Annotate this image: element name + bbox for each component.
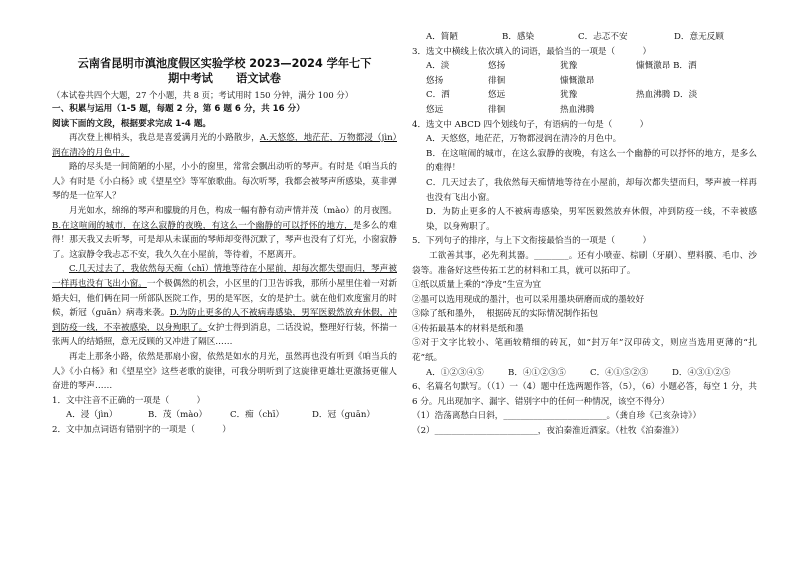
q3-cell: 热血沸腾 D．淡	[636, 90, 698, 101]
q5-item-3: ③除了纸和墨外， 根据砖瓦的实际情况制作拓包	[412, 309, 598, 320]
q3-cell: 犹豫	[560, 90, 578, 101]
q2-option-a[interactable]: A．简陋	[426, 32, 458, 42]
passage-text: 是多么的难得！那天我又去听琴，可是却从未谋面的琴师却变得沉默了，琴声也没有了灯光，小窗寂静了。这寂静令我忐忑不安，我久久在小屋前，等待着，不愿离开。	[52, 220, 397, 260]
q4-option-a[interactable]: A．天悠悠，地茫茫，万物都浸润在清冷的月色中。	[426, 134, 622, 145]
q4-option-d[interactable]: D．为防止更多的人不被病毒感染，男军医毅然放弃休假，冲到防疫一线，不幸被感染，以身殉职了。	[426, 207, 757, 232]
underlined-sentence-c: C.几天过去了，我依然每天痴（chī）情地等待在小屋前，却每次都失望而归，琴声被一样再也没有飞出小窗。	[52, 264, 397, 289]
q3-cell: 慷慨激昂 B．洒	[636, 61, 697, 72]
passage-paragraph-5: 再走上那条小路，依然是那扇小窗，依然是如水的月光，虽然再也没有听到《咱当兵的人》《小白杨》和《望星空》这些老歌的旋律，可我分明听到了这旋律更雄壮更激扬更催人奋进的琴声……	[52, 351, 397, 392]
q3-cell: 徘徊	[488, 75, 506, 86]
q5-item-5: ⑤对于文字比较小、笔画较精细的砖瓦，如“封万年”汉印砖文，则应当选用更薄的“扎花”纸。	[412, 338, 757, 364]
passage-text: 一个极偶然的机会，小区里的门卫告诉我，那所小屋里住着一对新婚夫妇，他们俩在同一所部队医院工作，男的是军医，女的是护士。就在他们欢度蜜月的时候，新冠（guān）病毒来袭。	[52, 278, 397, 319]
passage-paragraph-1	[52, 131, 397, 160]
q2-option-d[interactable]: D．意无反顾	[674, 32, 724, 42]
passage-paragraph-4	[52, 262, 397, 350]
q4-option-b[interactable]: B．在这喧闹的城市，在这么寂静的夜晚，有这么一个幽静的可以抒怀的地方，是多么的难得！	[426, 148, 757, 174]
q5-item-4: ④传拓最基本的材料是纸和墨	[412, 323, 524, 334]
q3-cell: C．洒	[426, 90, 450, 101]
q3-row-4	[412, 103, 757, 118]
section1-heading: 一、积累与运用（1-5 题，每题 2 分，第 6 题 6 分，共 16 分）	[52, 104, 305, 114]
left-column	[52, 0, 397, 437]
q3-cell: 悠远	[426, 104, 444, 115]
q5-option-c[interactable]: C．④①⑤②③	[590, 367, 649, 378]
q3-cell: 慷慨激昂	[560, 75, 595, 86]
q2-option-b[interactable]: B．感染	[502, 32, 535, 42]
right-column	[412, 30, 757, 439]
q6-line-1[interactable]: （1）浩荡离愁白日斜，________________________。（龚自珍《己亥杂诗》）	[412, 411, 702, 422]
underlined-sentence-b: B.在这喧闹的城市，在这么寂静的夜晚，有这么一个幽静的可以抒怀的地方，	[52, 220, 354, 231]
q3-stem: 3．选文中横线上依次填入的词语，最恰当的一项是（ ）	[412, 46, 652, 57]
q3-cell: 徘徊	[488, 104, 506, 115]
q5-item-2: ②墨可以选用现成的墨汁，也可以采用墨块研磨而成的墨较好	[412, 294, 645, 305]
q3-cell: 犹豫	[560, 61, 578, 72]
q3-row-2	[412, 74, 757, 89]
q1-option-c[interactable]: C．痴（chī）	[230, 410, 285, 421]
q5-option-d[interactable]: D．④③①②⑤	[672, 367, 731, 378]
passage-text: 月光如水，绵绵的琴声和朦胧的月色，构成一幅有静有动声情并茂（mào）的月夜图。	[69, 205, 397, 216]
q3-cell: 悠远	[488, 90, 506, 101]
q2-options	[412, 30, 757, 45]
exam-title-line1: 云南省昆明市滇池度假区实验学校 2023—2024 学年七下	[77, 57, 372, 70]
q2-stem: 2．文中加点词语有错别字的一项是（ ）	[52, 424, 231, 435]
q3-cell: 悠扬	[426, 75, 444, 86]
underlined-sentence-a: A.天悠悠，地茫茫，万物都浸（jìn）润在清冷的月色中。	[52, 133, 397, 158]
passage-paragraph-3	[52, 204, 397, 262]
q3-row-1	[412, 59, 757, 74]
reading-instruction: 阅读下面的文段，根据要求完成 1-4 题。	[52, 119, 212, 129]
exam-note: （本试卷共四个大题，27 个小题，共 8 页；考试用时 150 分钟，满分 100 分）	[52, 90, 354, 100]
q5-options	[412, 366, 757, 381]
q1-option-a[interactable]: A．浸（jìn）	[66, 410, 118, 421]
q2-option-c[interactable]: C．忐忑不安	[578, 32, 628, 42]
q5-item-1: ①纸以质量上乘的“净皮”生宣为宜	[412, 280, 542, 291]
q1-option-b[interactable]: B．茂（mào）	[148, 410, 208, 421]
passage-text: 女护士得到消息，二话没说，整理好行装，怀揣一张两人的结婚照，意无反顾的又冲进了隔区……	[52, 322, 397, 348]
passage-paragraph-2: 路的尽头是一间简陋的小屋，小小的窗里，常常会飘出动听的琴声。有时是《咱当兵的人》有时是《小白杨》或《望星空》等军旅歌曲。每次听琴，我都会被琴声所感染，莫非弹琴的是一位军人？	[52, 162, 397, 202]
q6-line-2[interactable]: （2）________________________，夜泊秦淮近酒家。（杜牧《泊秦淮》）	[412, 426, 684, 437]
q3-row-3	[412, 88, 757, 103]
q5-intro: 工欲善其事，必先利其器。________。还有小喷壶、棕刷（牙刷）、塑料膜、毛巾、沙袋等。准备好这些传拓工艺的材料和工具，就可以拓印了。	[412, 250, 757, 276]
q6-stem: 6、名篇名句默写。（（1）一（4）题中任选两题作答，（5），（6）小题必答，每空 1 分，共 6 分。凡出现加字、漏字、错别字中的任何一种情况，该空不得分）	[412, 382, 757, 407]
q1-option-d[interactable]: D．冠（guān）	[312, 410, 375, 421]
q1-options	[52, 408, 397, 423]
underlined-sentence-d: D.为防止更多的人不被病毒感染，男军医毅然放弃休假，冲到防疫一线，不幸被感染，以身殉职了。	[52, 308, 397, 333]
q3-cell: 热血沸腾	[560, 104, 595, 115]
q3-cell: A．淡	[426, 61, 450, 72]
q5-stem: 5．下列句子的排序，与上下文衔接最恰当的一项是（ ）	[412, 236, 652, 247]
q5-option-a[interactable]: A．①②③④⑤	[426, 367, 484, 378]
exam-title-line2: 期中考试 语文试卷	[168, 72, 281, 85]
q4-stem: 4．选文中 ABCD 四个划线句子，有语病的一句是（ ）	[412, 119, 649, 130]
q1-stem: 1．文中注音不正确的一项是（ ）	[52, 395, 206, 406]
q3-cell: 悠扬	[488, 61, 506, 72]
passage-text: 再次登上柳梢头，我总是喜爱满月光的小路散步，	[69, 133, 260, 143]
q5-option-b[interactable]: B．④①②③⑤	[508, 367, 566, 378]
q4-option-c[interactable]: C．几天过去了，我依然每天痴情地等待在小屋前，却每次都失望而归，琴声被一样再也没有飞出小窗。	[426, 177, 757, 203]
